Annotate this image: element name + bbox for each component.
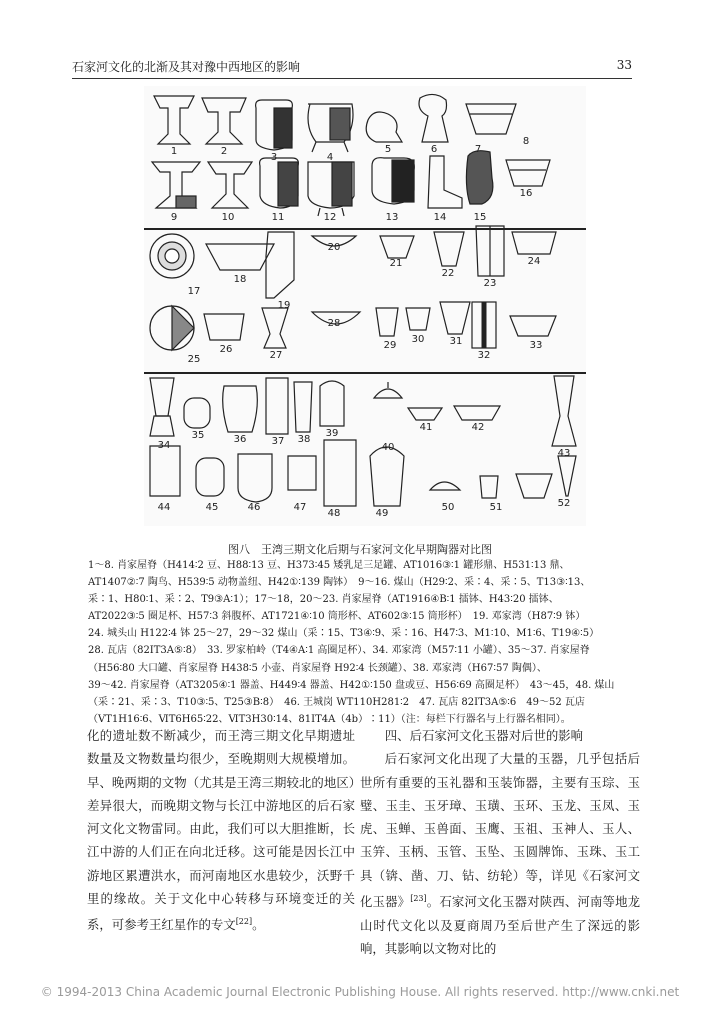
figure-label: 14 [433, 212, 447, 223]
figure-label: 7 [474, 144, 482, 155]
figure-label: 51 [489, 502, 503, 513]
caption-line: AT1407②∶7 陶鸟、H539∶5 动物盖纽、H42①∶139 陶钵） 9～16. 煤山（H29∶2、采∶4、采∶5、T13③∶13、 [88, 577, 591, 589]
header-rule [72, 78, 632, 79]
figure-label: 38 [297, 434, 311, 445]
figure-label: 44 [157, 502, 171, 513]
running-header [72, 58, 632, 76]
figure-label: 22 [441, 268, 455, 279]
right-paragraph [360, 747, 640, 960]
caption-line: 采∶1、H80∶1、采∶2、T9③A∶1）；17～18，20～23. 肖家屋脊（AT1916④B∶1 擂钵、H43∶20 擂钵、 [88, 594, 559, 606]
figure-label: 52 [557, 498, 571, 509]
figure-label: 27 [269, 350, 283, 361]
figure-label: 34 [157, 440, 171, 451]
right-paragraph-text: 后石家河文化出现了大量的玉器，几乎包括后世所有重要的玉礼器和玉装饰器，主要有玉琮、玉璧、玉圭、玉牙璋、玉璜、玉环、玉龙、玉凤、玉虎、玉蝉、玉兽面、玉鹰、玉祖、玉神人、玉人、玉笄、玉柄、玉管、玉坠、玉圆牌饰、玉珠、玉工具（锛、凿、刀、钻、纺轮）等，详见《石家河文化玉器》 [360, 751, 640, 910]
figure-label: 2 [220, 146, 228, 157]
figure-label: 37 [271, 436, 285, 447]
figure-label: 26 [219, 344, 233, 355]
figure-label: 50 [441, 502, 455, 513]
section-heading: 四、后石家河文化玉器对后世的影响 [384, 728, 584, 743]
caption-line: AT2022③∶5 圈足杯、H57∶3 斜腹杯、AT1721④∶10 筒形杯、AT602③∶15 筒形杯） 19. 邓家湾（H87∶9 钵） [88, 611, 586, 623]
figure-label: 46 [247, 502, 261, 513]
figure-label: 19 [277, 300, 291, 311]
figure-label: 28 [327, 318, 341, 329]
figure-label: 1 [170, 146, 178, 157]
pottery-comparison-figure [144, 86, 586, 526]
figure-label: 40 [381, 442, 395, 453]
figure-label: 3 [270, 152, 278, 163]
figure-label: 21 [389, 258, 403, 269]
figure-label: 45 [205, 502, 219, 513]
figure-label: 25 [187, 354, 201, 365]
caption-line: 24. 城头山 H122∶4 钵 25～27，29～32 煤山（采∶15、T3④∶9、采∶16、H47∶3、M1∶10、M1∶6、T19④∶5） [88, 628, 600, 640]
left-paragraph [87, 724, 355, 937]
caption-line: （ⅤT1H16∶6、ⅥT6H65∶22、ⅥT3H30∶14、81ⅠT4A（4b）∶11）（注：每栏下行器名与上行器名相同）。 [88, 713, 571, 725]
left-paragraph-end: 。 [252, 917, 265, 933]
figure-label: 11 [271, 212, 285, 223]
figure-label: 43 [557, 448, 571, 459]
figure-label: 36 [233, 434, 247, 445]
caption-line: （采∶21、采∶3、T10③∶5、T25③B∶8） 46. 王城岗 WT110H281∶2 47. 瓦店 82ⅠT3A⑤∶6 49～52 瓦店 [88, 696, 585, 708]
figure-label: 39 [325, 428, 339, 439]
left-paragraph-text: 化的遗址数不断减少，而王湾三期文化早期遗址数量及文物数量均很少，至晚期则大规模增加。早、晚两期的文物（尤其是王湾三期较北的地区）差异很大，而晚期文物与长江中游地区的后石家河文化文物雷同。由此，我们可以大胆推断，长江中游的人们正在向北迁移。这可能是因长江中游地区累遭洪水，而河南地区水患较少，沃野千里的缘故。关于文化中心转移与环境变迁的关系，可参考王红星作的专文 [87, 728, 355, 933]
figure-label: 32 [477, 350, 491, 361]
caption-line: （H56∶80 大口罐、肖家屋脊 H438∶5 小壶、肖家屋脊 H92∶4 长颈罐）、38. 邓家湾（H67∶57 陶偶）、 [88, 662, 547, 674]
figure-label: 15 [473, 212, 487, 223]
figure-caption: 图八 王湾三期文化后期与石家河文化早期陶器对比图 [228, 543, 492, 556]
body-left-column [87, 724, 355, 937]
figure-label: 13 [385, 212, 399, 223]
figure-label: 17 [187, 286, 201, 297]
figure-label: 41 [419, 422, 433, 433]
caption-line: 28. 瓦店（82ⅠT3A⑤∶8） 33. 罗家柏岭（T4④A∶1 高圈足杯）、34. 邓家湾（M57∶11 小罐）、35～37. 肖家屋脊 [88, 645, 590, 657]
right-paragraph-continued: 。石家河文化玉器对陕西、河南等地龙山时代文化以及夏商周乃至后世产生了深远的影响，其影响以文物对比的 [360, 894, 641, 956]
pottery-drawings [144, 86, 586, 526]
figure-label: 5 [384, 144, 392, 155]
figure-label: 6 [430, 144, 438, 155]
figure-caption-notes [88, 557, 648, 728]
figure-label: 30 [411, 334, 425, 345]
reference-23[interactable]: [23] [410, 894, 427, 904]
figure-label: 23 [483, 278, 497, 289]
figure-label: 12 [323, 212, 337, 223]
page-number: 33 [616, 58, 632, 72]
figure-label: 47 [293, 502, 307, 513]
copyright-footer: © 1994-2013 China Academic Journal Electronic Publishing House. All rights reserved. http://www.cnki.net [40, 985, 680, 999]
figure-label: 31 [449, 336, 463, 347]
figure-label: 16 [519, 188, 533, 199]
reference-22[interactable]: [22] [235, 917, 253, 927]
figure-label: 35 [191, 430, 205, 441]
body-right-column [360, 724, 640, 960]
figure-label: 48 [327, 508, 341, 519]
figure-label: 20 [327, 242, 341, 253]
figure-label: 42 [471, 422, 485, 433]
figure-label: 10 [221, 212, 235, 223]
figure-label: 29 [383, 340, 397, 351]
figure-label: 18 [233, 274, 247, 285]
figure-label: 8 [522, 136, 530, 147]
figure-label: 4 [326, 152, 334, 163]
figure-label: 33 [529, 340, 543, 351]
figure-label: 49 [375, 508, 389, 519]
caption-line: 1～8. 肖家屋脊（H414∶2 豆、H88∶13 豆、H373∶45 矮乳足三足罐、AT1016③∶1 罐形鼎、H531∶13 鼎、 [88, 560, 570, 571]
figure-label: 9 [170, 212, 178, 223]
caption-line: 39～42. 肖家屋脊（AT3205④∶1 器盖、H449∶4 器盖、H42①∶150 盘或豆、H56∶69 高圈足杯） 43～45，48. 煤山 [88, 679, 615, 691]
figure-label: 24 [527, 256, 541, 267]
running-title: 石家河文化的北渐及其对豫中西地区的影响 [72, 60, 301, 74]
